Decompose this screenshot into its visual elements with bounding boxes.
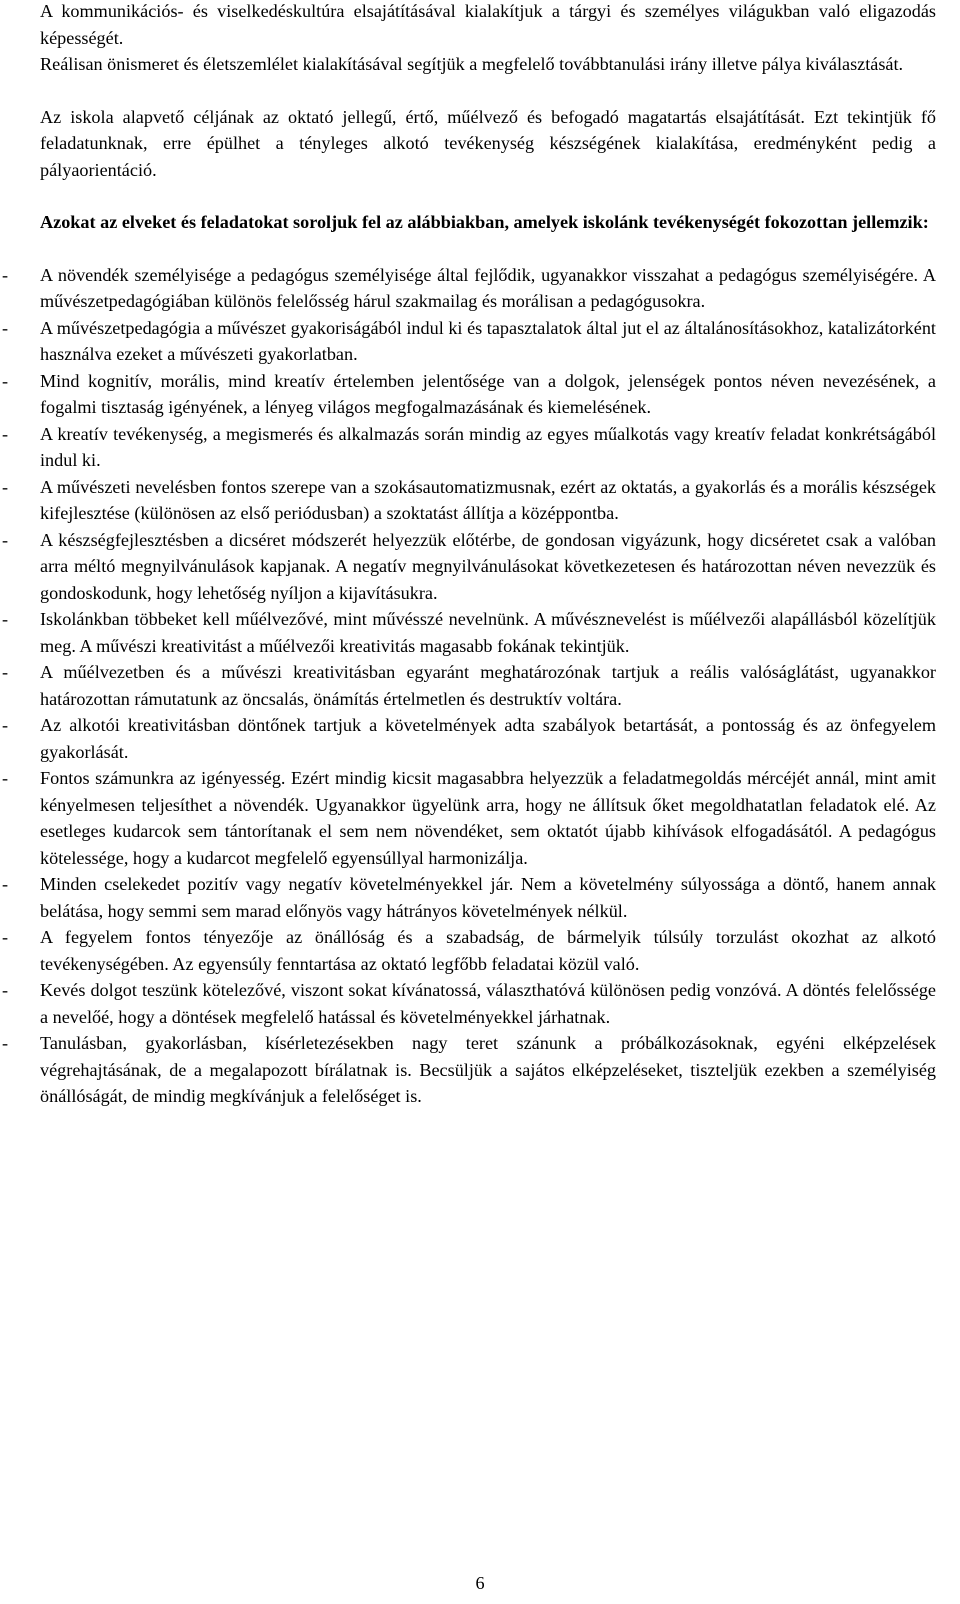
dash-bullet: - [2, 662, 9, 682]
dash-bullet: - [2, 874, 9, 894]
list-item-text: Az alkotói kreativitásban döntőnek tartjuk a követelmények adta szabályok betartását, a pontosság és az önfegyelem gyakorlását. [40, 715, 936, 762]
spacer [40, 183, 936, 209]
page-number: 6 [475, 1573, 485, 1593]
spacer [40, 78, 936, 104]
dash-bullet: - [2, 1033, 9, 1053]
list-item [2, 527, 936, 607]
intro-paragraph-2: Reálisan önismeret és életszemlélet kialakításával segítjük a megfelelő továbbtanulási irány illetve pálya kiválasztását. [40, 54, 904, 74]
list-item-text: A művészetpedagógia a művészet gyakoriságából indul ki és tapasztalatok által jut el az általánosításokhoz, katalizátorként használva ezeket a művészeti gyakorlatban. [40, 317, 936, 364]
list-item [2, 712, 936, 765]
list-item-text: A műélvezetben és a művészi kreativitásban egyaránt meghatározónak tartjuk a reális valóságlátást, ugyanakkor határozottan rámutatunk az öncsalás, önámítás értelmetlen és destruktív voltára. [40, 662, 936, 709]
list-item [2, 765, 936, 871]
list-item-text: A készségfejlesztésben a dicséret módszerét helyezzük előtérbe, de gondosan vigyázunk, hogy dicséretet csak a valóban arra méltó megnyilvánulások kapjanak. A negatív megnyilvánulásokat következetesen és határozottan néven nevezzük és gondoskodunk, hogy lehetőség nyíljon a kijavításukra. [40, 529, 936, 603]
dash-bullet: - [2, 423, 9, 444]
list-item-text: Tanulásban, gyakorlásban, kísérletezésekben nagy teret szánunk a próbálkozásoknak, egyéni elképzelések végrehajtásának, de a megalapozott bírálatnak is. Becsüljük a sajátos elképzeléseket, tiszteljük ezekben a személyiség önállóságát, de mindig megkívánjuk a felelőséget is. [40, 1033, 936, 1106]
list-item [2, 262, 936, 315]
dash-bullet: - [2, 980, 9, 1000]
list-item-text: A növendék személyisége a pedagógus személyisége által fejlődik, ugyanakkor visszahat a pedagógus személyiségére. A művészetpedagógiában különös felelősség hárul szakmailag és morálisan a pedagógusokra. [40, 264, 936, 311]
list-item [2, 871, 936, 924]
dash-bullet: - [2, 317, 9, 338]
dash-bullet: - [2, 476, 9, 497]
spacer [40, 236, 936, 262]
list-item-text: Kevés dolgot teszünk kötelezővé, viszont sokat kívánatossá, választhatóvá különösen pedig vonzóvá. A döntés felelőssége a nevelőé, hogy a döntések megfelelő hatással és követelményekkel járhatnak. [40, 980, 936, 1027]
list-item [2, 474, 936, 527]
list-item-text: A művészeti nevelésben fontos szerepe van a szokásautomatizmusnak, ezért az oktatás, a gyakorlás és a morális készségek kifejlesztése (különösen az első periódusban) a szoktatást állítja a középpontba. [40, 476, 936, 523]
list-item-text: Minden cselekedet pozitív vagy negatív követelményekkel jár. Nem a követelmény súlyossága a döntő, hanem annak belátása, hogy semmi sem marad előnyös vagy hátrányos követelmények nélkül. [40, 874, 936, 921]
dash-bullet: - [2, 370, 9, 391]
dash-bullet: - [2, 715, 9, 735]
list-item [2, 924, 936, 977]
list-item-text: Mind kognitív, morális, mind kreatív értelemben jelentősége van a dolgok, jelenségek pontos néven nevezésének, a fogalmi tisztaság igényének, a lényeg világos megfogalmazásának és kiemelésének. [40, 370, 936, 417]
list-item [2, 977, 936, 1030]
dash-bullet: - [2, 609, 9, 629]
list-item-text: A fegyelem fontos tényezője az önállóság és a szabadság, de bármelyik túlsúly torzulást okozhat az alkotó tevékenységében. Az egyensúly fenntartása az oktató legfőbb feladatai közül való. [40, 927, 936, 974]
dash-bullet: - [2, 264, 9, 285]
dash-bullet: - [2, 927, 9, 947]
list-item [2, 606, 936, 659]
list-item-text: Iskolánkban többeket kell műélvezővé, mint művésszé nevelnünk. A művésznevelést is műélvezői alapállásból közelítjük meg. A művészi kreativitást a műélvezői kreativitás magasabb fokának tekintjük. [40, 609, 936, 656]
document-page [2, 0, 936, 1110]
list-item-text: A kreatív tevékenység, a megismerés és alkalmazás során mindig az egyes műalkotás vagy kreatív feladat konkrétságából indul ki. [40, 423, 936, 470]
list-heading: Azokat az elveket és feladatokat soroljuk fel az alábbiakban, amelyek iskolánk tevékenységét fokozottan jellemzik: [40, 212, 929, 232]
list-item [2, 659, 936, 712]
list-item-text: Fontos számunkra az igényesség. Ezért mindig kicsit magasabbra helyezzük a feladatmegoldás mércéjét annál, mint amit kényelmesen teljesíthet a növendék. Ugyanakkor ügyelünk arra, hogy ne állítsuk őket megoldhatatlan feladatok elé. Az esetleges kudarcok sem tántorítanak el sem nem növendéket, sem oktatót újabb kihívások elfogadásától. A pedagógus kötelessége, hogy a kudarcot megfelelő egyensúllyal harmonizálja. [40, 768, 936, 868]
principles-list [2, 262, 936, 1110]
intro-paragraph-3: Az iskola alapvető céljának az oktató jellegű, értő, műélvező és befogadó magatartás elsajátítását. Ezt tekintjük fő feladatunknak, erre épülhet a tényleges alkotó tevékenység készségének kialakítása, eredményként pedig a pályaorientáció. [40, 106, 936, 180]
intro-paragraph-1: A kommunikációs- és viselkedéskultúra elsajátításával kialakítjuk a tárgyi és személyes világukban való eligazodás képességét. [40, 1, 936, 48]
list-item [2, 1030, 936, 1110]
list-item [2, 315, 936, 368]
list-item [2, 368, 936, 421]
dash-bullet: - [2, 768, 9, 788]
dash-bullet: - [2, 529, 9, 550]
list-item [2, 421, 936, 474]
